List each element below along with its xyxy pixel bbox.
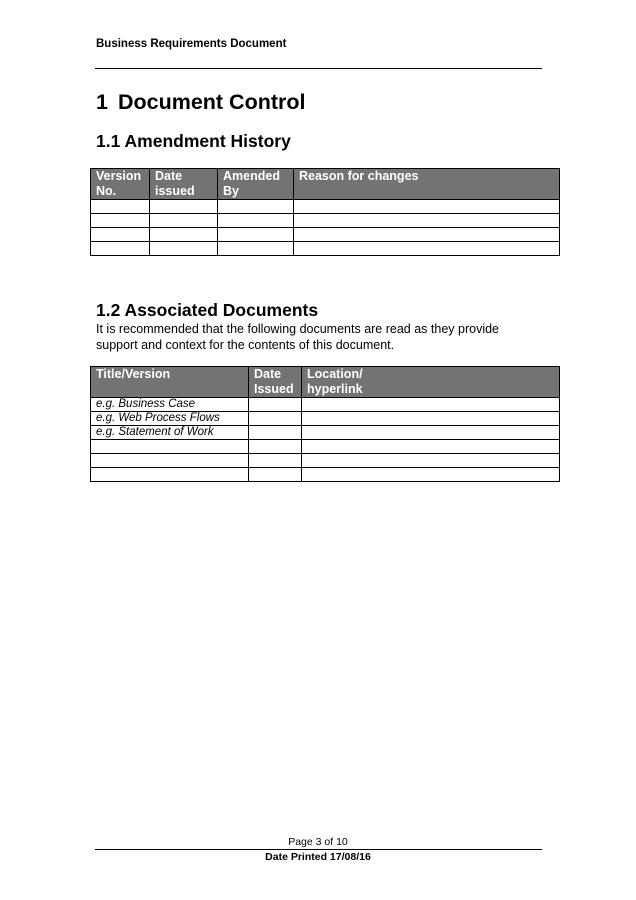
table-row [91, 468, 560, 482]
table-cell[interactable] [249, 398, 302, 412]
amendment-history-heading: 1.1 Amendment History [96, 131, 291, 151]
section-heading [96, 90, 306, 115]
table-cell[interactable] [302, 454, 560, 468]
table-row [91, 412, 560, 426]
table-row [91, 440, 560, 454]
table-row [91, 228, 560, 242]
table-cell[interactable] [91, 214, 150, 228]
table-cell[interactable] [249, 412, 302, 426]
section-title: Document Control [117, 90, 306, 114]
column-header-version: Version No. [91, 169, 150, 200]
table-cell[interactable] [218, 214, 294, 228]
table-row [91, 200, 560, 214]
table-cell[interactable] [302, 426, 560, 440]
column-header-amended-by: Amended By [218, 169, 294, 200]
table-cell[interactable] [218, 200, 294, 214]
table-cell[interactable] [150, 242, 218, 256]
document-title-cell[interactable]: e.g. Web Process Flows [91, 412, 249, 426]
table-cell[interactable] [91, 228, 150, 242]
table-row [91, 214, 560, 228]
column-header-title-version: Title/Version [91, 367, 249, 398]
table-cell[interactable] [150, 214, 218, 228]
column-header-reason: Reason for changes [294, 169, 560, 200]
table-cell[interactable] [294, 242, 560, 256]
header-rule [95, 68, 542, 69]
table-cell[interactable] [249, 454, 302, 468]
column-header-date-issued: Date Issued [249, 367, 302, 398]
associated-documents-table [90, 366, 560, 482]
table-cell[interactable] [302, 398, 560, 412]
section-number: 1 [96, 90, 108, 114]
date-printed: Date Printed 17/08/16 [265, 851, 371, 863]
footer-rule [95, 849, 542, 850]
associated-header-row [91, 367, 560, 398]
table-cell[interactable] [91, 200, 150, 214]
table-cell[interactable] [302, 440, 560, 454]
associated-documents-heading: 1.2 Associated Documents [96, 300, 319, 320]
table-cell[interactable] [249, 468, 302, 482]
table-cell[interactable] [150, 200, 218, 214]
table-cell[interactable] [91, 468, 249, 482]
table-cell[interactable] [91, 440, 249, 454]
table-cell[interactable] [218, 228, 294, 242]
intro-line: It is recommended that the following documents are read as they provide [96, 322, 499, 336]
table-cell[interactable] [249, 440, 302, 454]
table-cell[interactable] [218, 242, 294, 256]
table-cell[interactable] [302, 412, 560, 426]
table-cell[interactable] [249, 426, 302, 440]
table-cell[interactable] [294, 214, 560, 228]
running-header-title: Business Requirements Document [96, 38, 287, 50]
table-cell[interactable] [91, 242, 150, 256]
page-number: Page 3 of 10 [288, 836, 348, 848]
table-cell[interactable] [294, 228, 560, 242]
column-header-location: Location/ hyperlink [302, 367, 560, 398]
table-row [91, 242, 560, 256]
intro-line: support and context for the contents of this document. [96, 338, 395, 352]
document-title-cell[interactable]: e.g. Business Case [91, 398, 249, 412]
table-cell[interactable] [91, 454, 249, 468]
table-row [91, 426, 560, 440]
associated-documents-intro [96, 321, 546, 353]
table-row [91, 398, 560, 412]
column-header-date-issued: Date issued [150, 169, 218, 200]
document-title-cell[interactable]: e.g. Statement of Work [91, 426, 249, 440]
table-cell[interactable] [294, 200, 560, 214]
table-cell[interactable] [150, 228, 218, 242]
table-row [91, 454, 560, 468]
amendment-header-row [91, 169, 560, 200]
amendment-history-table [90, 168, 560, 256]
table-cell[interactable] [302, 468, 560, 482]
